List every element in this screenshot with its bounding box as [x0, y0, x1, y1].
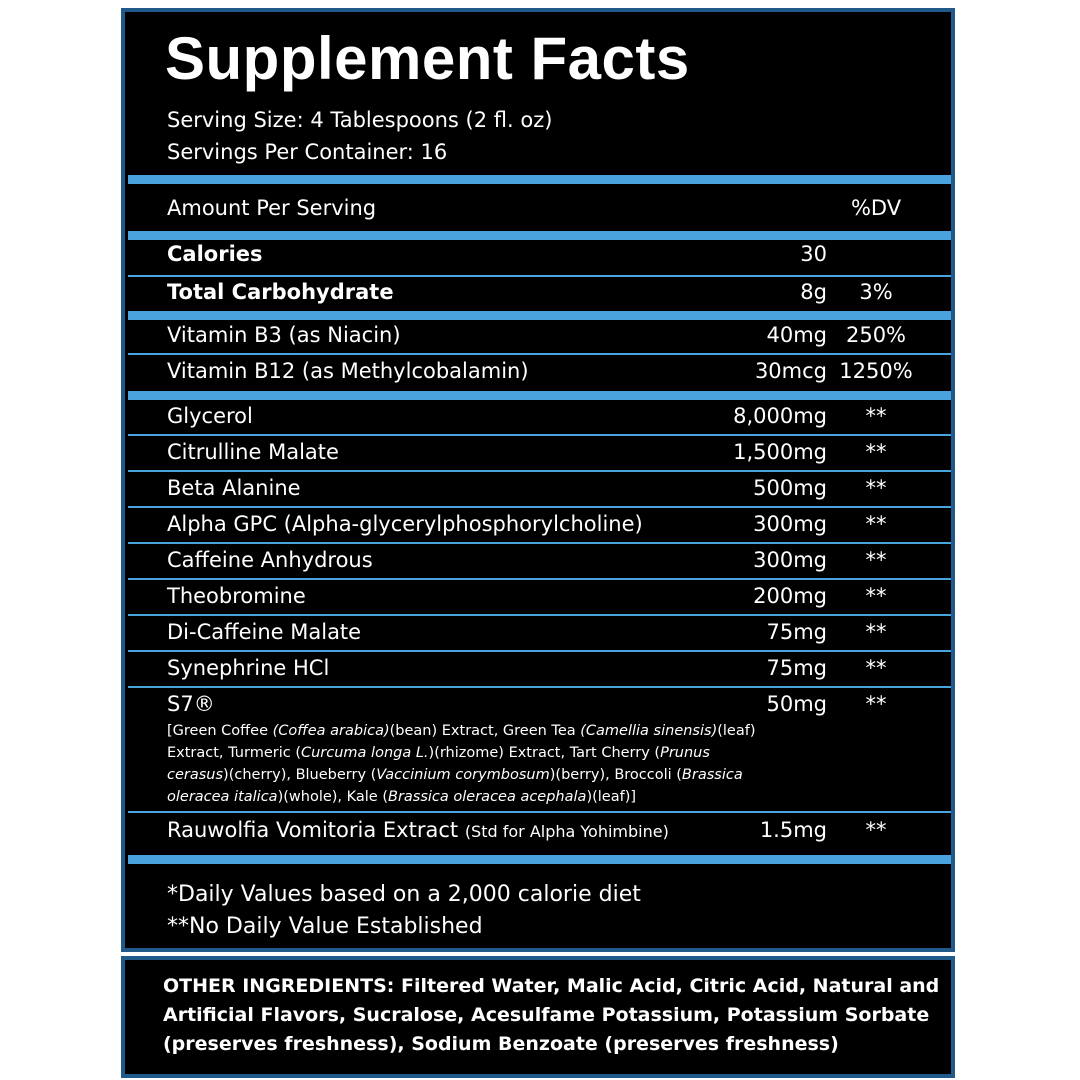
servings-per-container: Servings Per Container: 16	[167, 140, 448, 164]
blend-segment: )(cherry), Blueberry (	[223, 767, 377, 783]
ingredient-name: Citrulline Malate	[167, 440, 339, 464]
nutrient-name: Total Carbohydrate	[167, 280, 394, 304]
ingredient-amount: 1,500mg	[733, 440, 827, 464]
s7-amount: 50mg	[766, 692, 827, 716]
blend-segment: (Camellia sinensis)	[580, 723, 718, 739]
nutrient-dv: 3%	[859, 280, 893, 304]
ingredient-dv: **	[865, 620, 887, 644]
nutrient-dv: 250%	[845, 323, 907, 347]
nutrient-name: Vitamin B3 (as Niacin)	[167, 323, 401, 347]
nutrient-name: Vitamin B12 (as Methylcobalamin)	[167, 359, 529, 383]
rauwolfia-amount: 1.5mg	[759, 818, 827, 842]
nutrient-name: Calories	[167, 242, 263, 266]
ingredient-name: Glycerol	[167, 404, 253, 428]
ingredient-name: Theobromine	[167, 584, 306, 608]
blend-segment: Prunus cerasus	[167, 745, 710, 783]
row-divider	[128, 470, 951, 472]
thick-divider	[128, 855, 951, 864]
rauwolfia-note: (Std for Alpha Yohimbine)	[464, 822, 669, 841]
dv-label: %DV	[850, 196, 902, 220]
blend-segment: Curcuma longa L.	[300, 745, 429, 761]
ingredient-amount: 75mg	[766, 656, 827, 680]
supplement-facts-panel	[121, 8, 955, 952]
nutrient-amount: 40mg	[766, 323, 827, 347]
ingredient-amount: 75mg	[766, 620, 827, 644]
ingredient-dv: **	[865, 512, 887, 536]
row-divider	[128, 434, 951, 436]
thick-divider	[128, 231, 951, 240]
row-divider	[128, 650, 951, 652]
blend-segment: Brassica oleracea italica	[167, 767, 743, 805]
ingredient-amount: 8,000mg	[733, 404, 827, 428]
other-ingredients-text: OTHER INGREDIENTS: Filtered Water, Malic Acid, Citric Acid, Natural and Artificial Flavors, Sucralose, Acesulfame Potassium, Potassium Sorbate (preserves freshness), Sodium Benzoate (preserves freshness)	[163, 975, 940, 1055]
footnote-daily-values: *Daily Values based on a 2,000 calorie diet	[167, 882, 641, 907]
thick-divider	[128, 391, 951, 400]
row-divider	[128, 542, 951, 544]
blend-segment: )(leaf)]	[586, 789, 637, 805]
row-divider	[128, 811, 951, 813]
ingredient-dv: **	[865, 404, 887, 428]
serving-size: Serving Size: 4 Tablespoons (2 fl. oz)	[167, 108, 553, 132]
ingredient-dv: **	[865, 656, 887, 680]
ingredient-name: Beta Alanine	[167, 476, 301, 500]
rauwolfia-dv: **	[865, 818, 887, 842]
nutrient-amount: 8g	[800, 280, 827, 304]
blend-segment: (Coffea arabica)	[272, 723, 390, 739]
other-ingredients-panel	[121, 956, 955, 1078]
row-divider	[128, 353, 951, 355]
thick-divider	[128, 311, 951, 320]
s7-name: S7®	[167, 692, 215, 716]
nutrient-amount: 30	[800, 242, 827, 266]
ingredient-dv: **	[865, 476, 887, 500]
row-divider	[128, 686, 951, 688]
footnote-no-dv: **No Daily Value Established	[167, 914, 483, 939]
label-title: Supplement Facts	[165, 25, 690, 92]
blend-segment: )(berry), Broccoli (	[549, 767, 682, 783]
ingredient-name: Di-Caffeine Malate	[167, 620, 362, 644]
nutrient-amount: 30mcg	[754, 359, 827, 383]
ingredient-dv: **	[865, 548, 887, 572]
ingredient-name: Alpha GPC (Alpha-glycerylphosphorylcholine)	[167, 512, 643, 536]
blend-segment: )(rhizome) Extract, Tart Cherry (	[428, 745, 661, 761]
blend-segment: (leaf) Extract, Turmeric (	[167, 723, 756, 761]
row-divider	[128, 275, 951, 277]
ingredient-name: Synephrine HCl	[167, 656, 330, 680]
ingredient-amount: 300mg	[753, 512, 827, 536]
ingredient-amount: 300mg	[753, 548, 827, 572]
s7-blend-description	[167, 720, 767, 808]
blend-segment: Brassica oleracea acephala	[388, 789, 587, 805]
ingredient-dv: **	[865, 584, 887, 608]
ingredient-dv: **	[865, 440, 887, 464]
nutrient-dv: 1250%	[839, 359, 913, 383]
blend-segment: [Green Coffee	[167, 723, 273, 739]
row-divider	[128, 506, 951, 508]
blend-segment: )(whole), Kale (	[277, 789, 388, 805]
ingredient-amount: 500mg	[753, 476, 827, 500]
amount-per-serving-label: Amount Per Serving	[167, 196, 377, 220]
ingredient-amount: 200mg	[753, 584, 827, 608]
rauwolfia-name-group	[167, 818, 669, 842]
blend-segment: Vaccinium corymbosum	[376, 767, 550, 783]
rauwolfia-name: Rauwolfia Vomitoria Extract	[167, 818, 459, 842]
thick-divider	[128, 175, 951, 184]
row-divider	[128, 614, 951, 616]
ingredient-name: Caffeine Anhydrous	[167, 548, 373, 572]
blend-segment: (bean) Extract, Green Tea	[389, 723, 581, 739]
s7-dv: **	[865, 692, 887, 716]
row-divider	[128, 578, 951, 580]
